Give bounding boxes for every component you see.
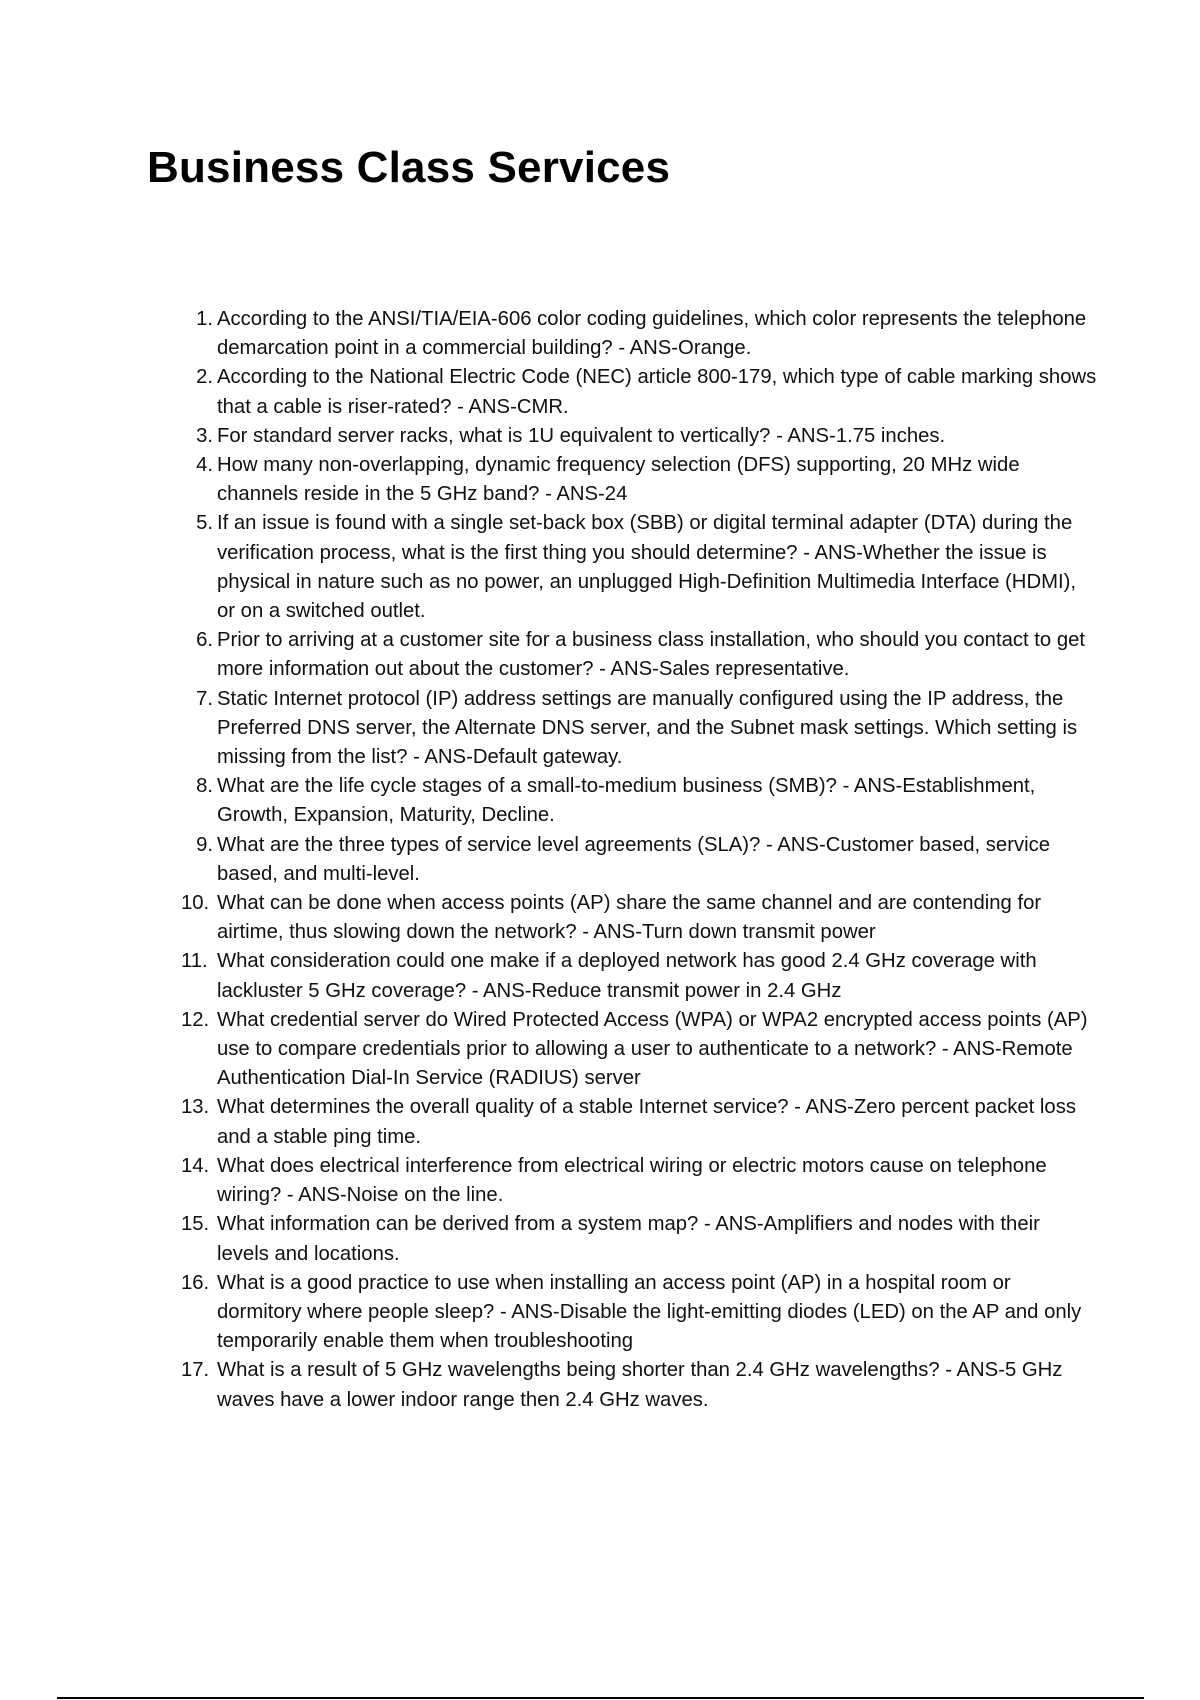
list-item bbox=[196, 363, 1097, 421]
list-item bbox=[196, 305, 1097, 363]
list-item bbox=[181, 947, 1097, 1005]
list-item bbox=[181, 1356, 1097, 1414]
item-text: What credential server do Wired Protected Access (WPA) or WPA2 encrypted access points (AP) use to compare credentials prior to allowing a user to authenticate to a network? - ANS-Remote Authentication Dial-In Service (RADIUS) server bbox=[217, 1008, 1088, 1090]
item-number: 6. bbox=[196, 629, 213, 652]
item-text: What is a good practice to use when installing an access point (AP) in a hospital room or dormitory where people sleep? - ANS-Disable the light-emitting diodes (LED) on the AP and only temporarily enable them when troubleshooting bbox=[217, 1271, 1082, 1353]
item-text: According to the ANSI/TIA/EIA-606 color coding guidelines, which color represents the telephone demarcation point in a commercial building? - ANS-Orange. bbox=[217, 308, 1087, 360]
item-text: What does electrical interference from electrical wiring or electric motors cause on telephone wiring? - ANS-Noise on the line. bbox=[217, 1154, 1047, 1207]
list-item bbox=[181, 1006, 1097, 1094]
item-number: 3. bbox=[196, 424, 213, 447]
item-number: 7. bbox=[196, 687, 213, 710]
list-item bbox=[181, 1210, 1097, 1268]
list-item bbox=[196, 451, 1097, 509]
item-text: If an issue is found with a single set-back box (SBB) or digital terminal adapter (DTA) during the verification process, what is the first thing you should determine? - ANS-Whether the issue is physical in nature such as no power, an unplugged High-Definition Multimedia Interface (HDMI), or on a switched outlet. bbox=[217, 512, 1077, 623]
item-text: For standard server racks, what is 1U equivalent to vertically? - ANS-1.75 inches. bbox=[217, 424, 946, 447]
footer-divider bbox=[57, 1697, 1144, 1699]
item-text: What can be done when access points (AP) share the same channel and are contending for airtime, thus slowing down the network? - ANS-Turn down transmit power bbox=[217, 892, 1042, 944]
list-item bbox=[196, 509, 1097, 626]
item-number: 14. bbox=[181, 1154, 210, 1177]
item-text: What are the life cycle stages of a small-to-medium business (SMB)? - ANS-Establishment, Growth, Expansion, Maturity, Decline. bbox=[217, 775, 1036, 827]
list-item bbox=[196, 422, 1097, 451]
list-item bbox=[196, 831, 1097, 889]
item-number: 16. bbox=[181, 1271, 210, 1294]
list-item bbox=[181, 1152, 1097, 1210]
item-number: 9. bbox=[196, 833, 213, 856]
item-number: 1. bbox=[196, 308, 213, 330]
item-number: 2. bbox=[196, 366, 213, 389]
item-number: 10. bbox=[181, 892, 210, 915]
item-text: What are the three types of service level agreements (SLA)? - ANS-Customer based, service based, and multi-level. bbox=[217, 833, 1051, 885]
item-number: 13. bbox=[181, 1096, 210, 1119]
page-title: Business Class Services bbox=[147, 143, 671, 192]
item-number: 12. bbox=[181, 1008, 210, 1031]
item-text: According to the National Electric Code (NEC) article 800-179, which type of cable marking shows that a cable is riser-rated? - ANS-CMR. bbox=[217, 366, 1097, 418]
item-number: 15. bbox=[181, 1213, 210, 1236]
item-number: 8. bbox=[196, 775, 213, 798]
question-list bbox=[181, 305, 1097, 1415]
list-item bbox=[196, 685, 1097, 773]
item-text: What determines the overall quality of a stable Internet service? - ANS-Zero percent packet loss and a stable ping time. bbox=[217, 1096, 1076, 1148]
item-number: 11. bbox=[181, 950, 208, 973]
item-text: What consideration could one make if a deployed network has good 2.4 GHz coverage with lackluster 5 GHz coverage? - ANS-Reduce transmit power in 2.4 GHz bbox=[217, 950, 1037, 1002]
item-text: Static Internet protocol (IP) address settings are manually configured using the IP address, the Preferred DNS server, the Alternate DNS server, and the Subnet mask settings. Which setting is missing from the list? - ANS-Default gateway. bbox=[217, 687, 1078, 769]
list-item bbox=[181, 1093, 1097, 1151]
item-text: What is a result of 5 GHz wavelengths being shorter than 2.4 GHz wavelengths? - ANS-5 GHz waves have a lower indoor range then 2.4 GHz waves. bbox=[217, 1359, 1063, 1411]
list-item bbox=[196, 772, 1097, 830]
item-text: What information can be derived from a system map? - ANS-Amplifiers and nodes with their levels and locations. bbox=[217, 1213, 1040, 1265]
item-number: 17. bbox=[181, 1359, 210, 1382]
item-text: Prior to arriving at a customer site for a business class installation, who should you contact to get more information out about the customer? - ANS-Sales representative. bbox=[217, 629, 1086, 681]
item-number: 5. bbox=[196, 512, 213, 535]
list-item bbox=[181, 889, 1097, 947]
list-item bbox=[196, 626, 1097, 684]
item-number: 4. bbox=[196, 454, 213, 477]
list-item bbox=[181, 1269, 1097, 1357]
item-text: How many non-overlapping, dynamic frequency selection (DFS) supporting, 20 MHz wide channels reside in the 5 GHz band? - ANS-24 bbox=[217, 454, 1020, 506]
